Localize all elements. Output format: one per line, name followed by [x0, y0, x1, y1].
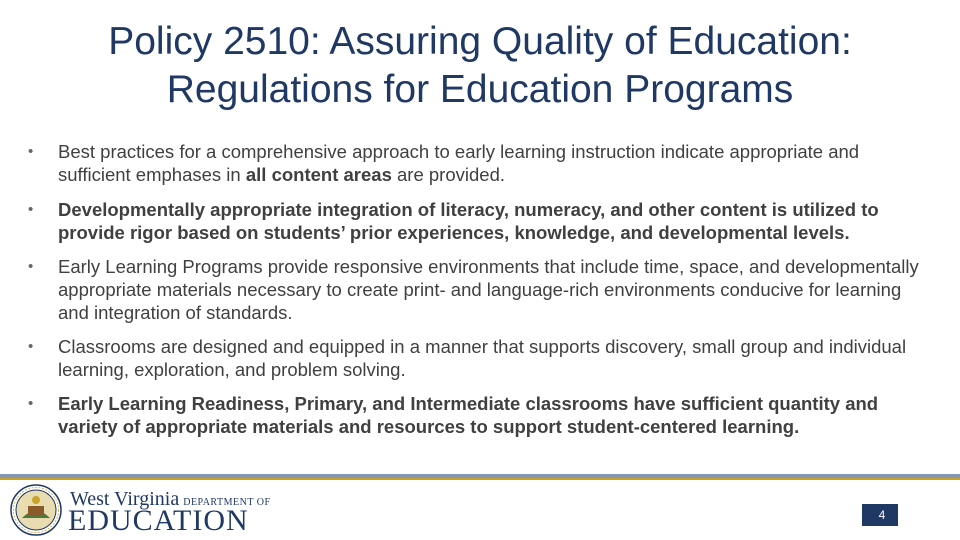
bullet-dot-icon: •: [28, 258, 34, 275]
bullet-item: [26, 255, 926, 324]
page-number: 4: [878, 508, 886, 522]
org-dept-label: DEPARTMENT OF: [183, 497, 271, 508]
bullet-list: [26, 140, 926, 438]
bullet-text-bold: all content areas: [245, 164, 392, 185]
bullet-text: are provided.: [391, 164, 505, 185]
bullet-dot-icon: •: [28, 143, 34, 160]
org-state-name: West Virginia: [70, 488, 180, 510]
state-seal-icon: [10, 484, 62, 536]
footer: [0, 474, 960, 540]
slide-title-line-2: Regulations for Education Programs: [166, 68, 794, 111]
bullet-dot-icon: •: [28, 395, 34, 412]
bullet-dot-icon: •: [28, 338, 34, 355]
bullet-item: [26, 335, 926, 381]
org-edu-word: EDUCATION: [68, 504, 249, 537]
bullet-item: [26, 140, 926, 186]
slide-title: [40, 18, 920, 114]
bullet-item: [26, 392, 926, 438]
bullet-dot-icon: •: [28, 201, 34, 218]
bullet-text: Best practices for a comprehensive approach to early learning instruction indicate appropriate and sufficient emphases in: [58, 141, 860, 185]
bullet-text: Early Learning Programs provide responsive environments that include time, space, and developmentally appropriate materials necessary to create print- and language-rich environments conducive for learning and integration of standards.: [58, 256, 919, 323]
bullet-item: [26, 198, 926, 244]
bullet-text-bold: Early Learning Readiness, Primary, and Intermediate classrooms have sufficient quantity and variety of appropriate materials and resources to support student-centered learning.: [58, 393, 879, 437]
slide-title-line-1: Policy 2510: Assuring Quality of Education:: [108, 20, 852, 63]
bullet-text-bold: Developmentally appropriate integration of literacy, numeracy, and other content is utilized to provide rigor based on students’ prior experiences, knowledge, and developmental levels.: [58, 199, 879, 243]
bullet-text: Classrooms are designed and equipped in a manner that supports discovery, small group and individual learning, exploration, and problem solving.: [58, 336, 907, 380]
